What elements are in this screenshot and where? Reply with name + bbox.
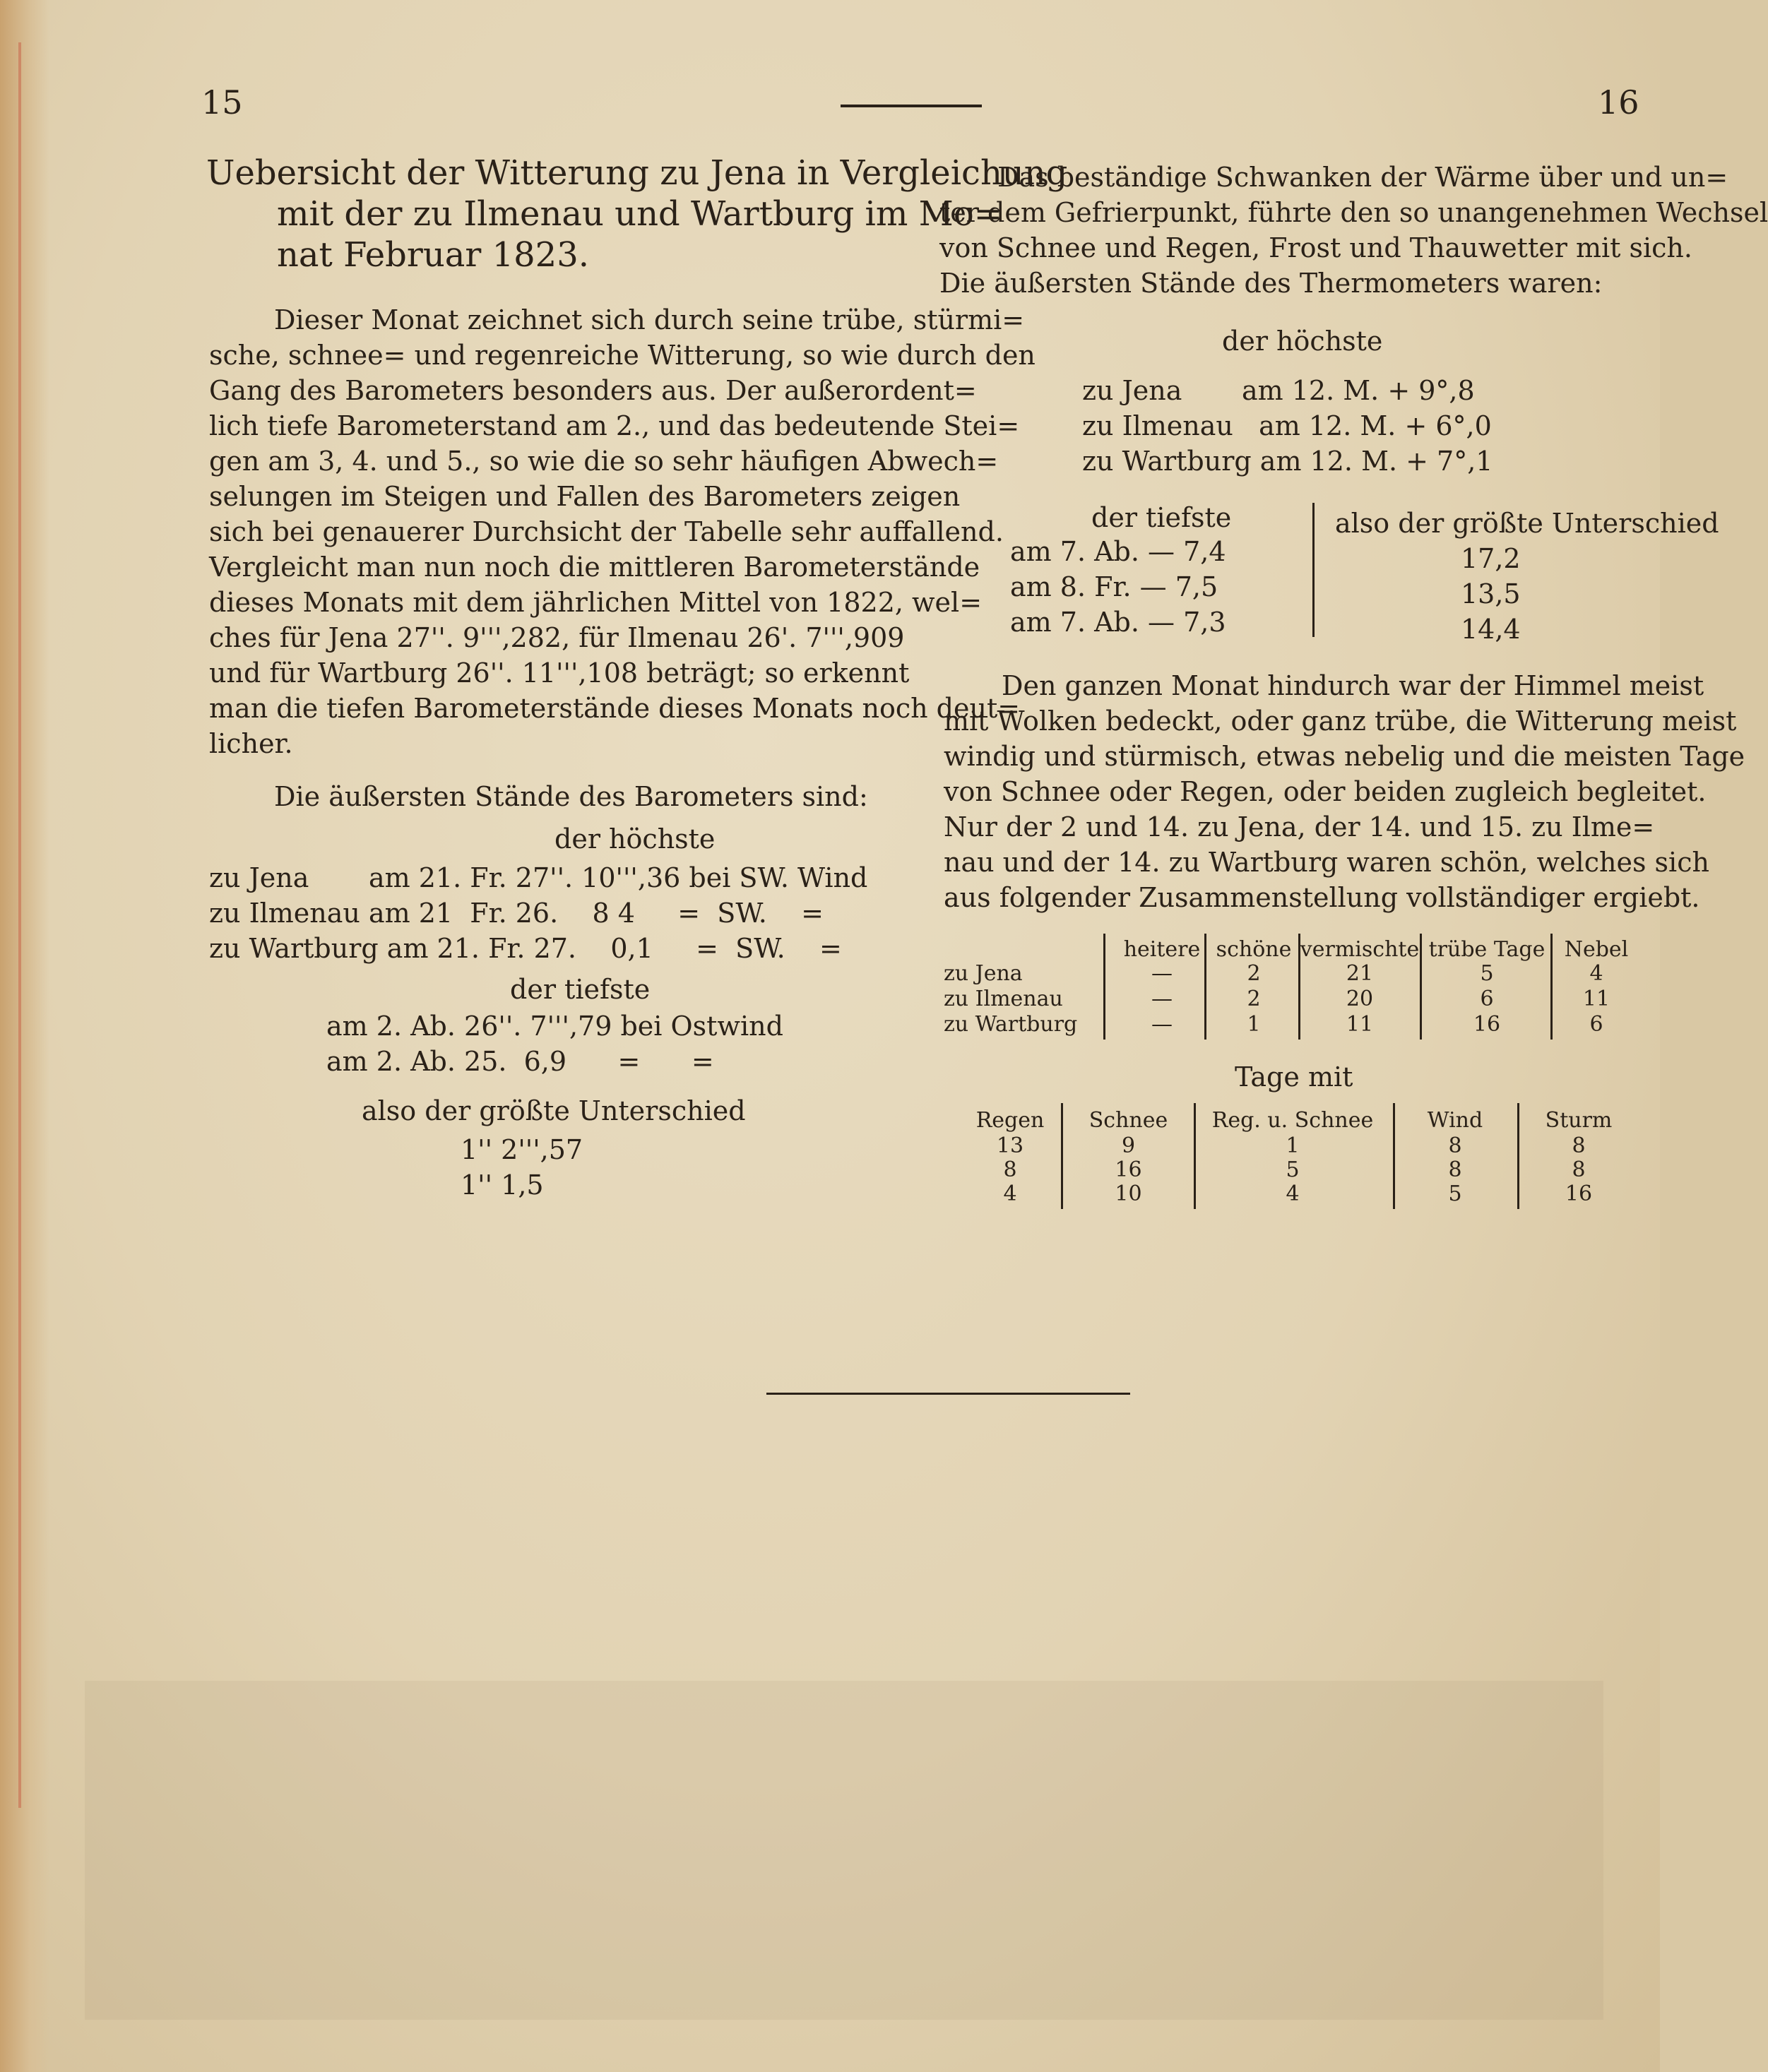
page-number-right: 16 (1598, 83, 1639, 121)
table-cell: 6 (1480, 987, 1494, 1011)
highest-row: zu Wartburg am 21. Fr. 27. 0,1 = SW. = (209, 933, 842, 964)
paragraph-line: gen am 3, 4. und 5., so wie die so sehr häufigen Abwech= (209, 446, 999, 477)
header-rule (841, 105, 982, 107)
thermo-lowest-label: der tiefste (1091, 502, 1232, 533)
table-cell: — (1151, 1012, 1173, 1037)
lowest-row: am 2. Ab. 26''. 7''',79 bei Ostwind (326, 1011, 783, 1042)
table-cell: — (1151, 987, 1173, 1011)
table-header: Schnee (1088, 1108, 1168, 1133)
table-header: trübe Tage (1428, 937, 1545, 962)
table-header: Nebel (1564, 937, 1629, 962)
thermo-diff-value: 17,2 (1461, 543, 1521, 574)
title-line: nat Februar 1823. (277, 235, 589, 275)
table-cell: 5 (1448, 1181, 1462, 1206)
title-line: mit der zu Ilmenau und Wartburg im Mo= (277, 194, 1002, 234)
table-cell: 8 (1448, 1157, 1462, 1182)
table-header: Regen (975, 1108, 1045, 1133)
intro-line: Die äußersten Stände des Thermometers waren: (939, 268, 1603, 299)
table-cell: 4 (1286, 1181, 1300, 1206)
paragraph-line: windig und stürmisch, etwas nebelig und die meisten Tage (944, 741, 1745, 772)
highest-row: zu Jena am 21. Fr. 27''. 10''',36 bei SW. Wind (209, 862, 868, 893)
table-header: Sturm (1545, 1108, 1613, 1133)
table-cell: 10 (1115, 1181, 1142, 1206)
paragraph-line: von Schnee oder Regen, oder beiden zugleich begleitet. (944, 776, 1707, 807)
difference-row: 1'' 2''',57 (461, 1134, 583, 1165)
table-cell: 8 (1572, 1157, 1586, 1182)
table-cell: 11 (1582, 987, 1610, 1011)
table-cell: 1 (1286, 1133, 1300, 1158)
table-cell: 5 (1480, 961, 1494, 986)
place-label: zu Ilmenau (944, 987, 1063, 1011)
table-header: vermischte (1300, 937, 1420, 962)
paragraph-line: selungen im Steigen und Fallen des Barometers zeigen (209, 481, 961, 512)
table-cell: 8 (1572, 1133, 1586, 1158)
paragraph-line: man die tiefen Barometerstände dieses Monats noch deut= (209, 693, 1021, 724)
paragraph-line: ches für Jena 27''. 9''',282, für Ilmenau 26'. 7''',909 (209, 622, 905, 653)
table-cell: 11 (1346, 1012, 1374, 1037)
table-header: heitere (1123, 937, 1201, 962)
table-cell: 5 (1286, 1157, 1300, 1182)
table2-title: Tage mit (1235, 1061, 1353, 1092)
thermo-highest-row: zu Wartburg am 12. M. + 7°,1 (1082, 446, 1493, 477)
paragraph-line: und für Wartburg 26''. 11''',108 beträgt; so erkennt (209, 657, 910, 689)
title-line: Uebersicht der Witterung zu Jena in Vergleichung (206, 153, 1068, 193)
table-cell: 8 (1003, 1157, 1017, 1182)
table-cell: 2 (1247, 961, 1261, 986)
paragraph-line: Den ganzen Monat hindurch war der Himmel meist (1002, 670, 1704, 701)
paragraph-line: dieses Monats mit dem jährlichen Mittel von 1822, wel= (209, 587, 983, 618)
highest-label: der höchste (554, 823, 716, 855)
table-cell: 6 (1589, 1012, 1603, 1037)
table-column-rule (1103, 934, 1105, 1040)
page-number-left: 15 (201, 83, 243, 121)
table-header: Wind (1427, 1108, 1483, 1133)
thermo-lowest-row: am 7. Ab. — 7,3 (1010, 607, 1226, 638)
paragraph-line: sich bei genauerer Durchsicht der Tabelle sehr auffallend. (209, 516, 1004, 547)
paragraph-line: nau und der 14. zu Wartburg waren schön, welches sich (944, 847, 1709, 878)
thermo-separator (1312, 503, 1315, 637)
thermo-lowest-row: am 8. Fr. — 7,5 (1010, 571, 1218, 602)
table-header: Reg. u. Schnee (1211, 1108, 1374, 1133)
table-cell: 16 (1473, 1012, 1501, 1037)
table-cell: 16 (1565, 1181, 1593, 1206)
binding-edge (0, 0, 49, 2072)
paragraph-line: lich tiefe Barometerstand am 2., und das bedeutende Stei= (209, 410, 1020, 441)
paragraph-line: Gang des Barometers besonders aus. Der außerordent= (209, 375, 977, 406)
paragraph-line: Nur der 2 und 14. zu Jena, der 14. und 15. zu Ilme= (944, 811, 1655, 843)
table-cell: 4 (1589, 961, 1603, 986)
table-cell: 9 (1121, 1133, 1136, 1158)
paragraph-line: licher. (209, 728, 293, 759)
difference-row: 1'' 1,5 (461, 1169, 544, 1201)
thermo-highest-row: zu Jena am 12. M. + 9°,8 (1082, 375, 1475, 406)
table-cell: 13 (996, 1133, 1024, 1158)
thermo-highest-label: der höchste (1222, 326, 1383, 357)
thermo-lowest-row: am 7. Ab. — 7,4 (1010, 536, 1226, 567)
thermo-diff-value: 13,5 (1461, 578, 1521, 609)
table-cell: 2 (1247, 987, 1261, 1011)
table-cell: 4 (1003, 1181, 1017, 1206)
table-cell: 16 (1115, 1157, 1142, 1182)
difference-label: also der größte Unterschied (362, 1095, 746, 1126)
thermo-diff-label: also der größte Unterschied (1335, 508, 1719, 539)
table-cell: 20 (1346, 987, 1374, 1011)
place-label: zu Wartburg (944, 1012, 1078, 1037)
lowest-label: der tiefste (510, 974, 651, 1005)
paragraph-line: Vergleicht man nun noch die mittleren Barometerstände (209, 552, 980, 583)
table-header: schöne (1216, 937, 1292, 962)
table-cell: 1 (1247, 1012, 1261, 1037)
table-cell: 8 (1448, 1133, 1462, 1158)
closing-rule (766, 1393, 1130, 1395)
lowest-row: am 2. Ab. 25. 6,9 = = (326, 1046, 714, 1077)
highest-row: zu Ilmenau am 21 Fr. 26. 8 4 = SW. = (209, 898, 824, 929)
thermo-diff-value: 14,4 (1461, 614, 1521, 645)
intro-line: ter dem Gefrierpunkt, führte den so unangenehmen Wechsel (939, 197, 1768, 228)
paragraph-line: mit Wolken bedeckt, oder ganz trübe, die Witterung meist (944, 705, 1737, 737)
paragraph-line: aus folgender Zusammenstellung vollständiger ergiebt. (944, 882, 1700, 913)
paragraph-line: sche, schnee= und regenreiche Witterung, so wie durch den (209, 340, 1036, 371)
paragraph-line: Dieser Monat zeichnet sich durch seine trübe, stürmi= (274, 304, 1025, 335)
intro-line: von Schnee und Regen, Frost und Thauwetter mit sich. (939, 232, 1692, 263)
thermo-highest-row: zu Ilmenau am 12. M. + 6°,0 (1082, 410, 1492, 441)
binding-margin-line (18, 42, 21, 1808)
table-cell: — (1151, 961, 1173, 986)
intro-line: Das beständige Schwanken der Wärme über und un= (997, 162, 1728, 193)
barometer-extremes-title: Die äußersten Stände des Barometers sind: (274, 781, 868, 812)
place-label: zu Jena (944, 961, 1023, 986)
table-cell: 21 (1346, 961, 1374, 986)
bleed-through-area (85, 1681, 1603, 2020)
